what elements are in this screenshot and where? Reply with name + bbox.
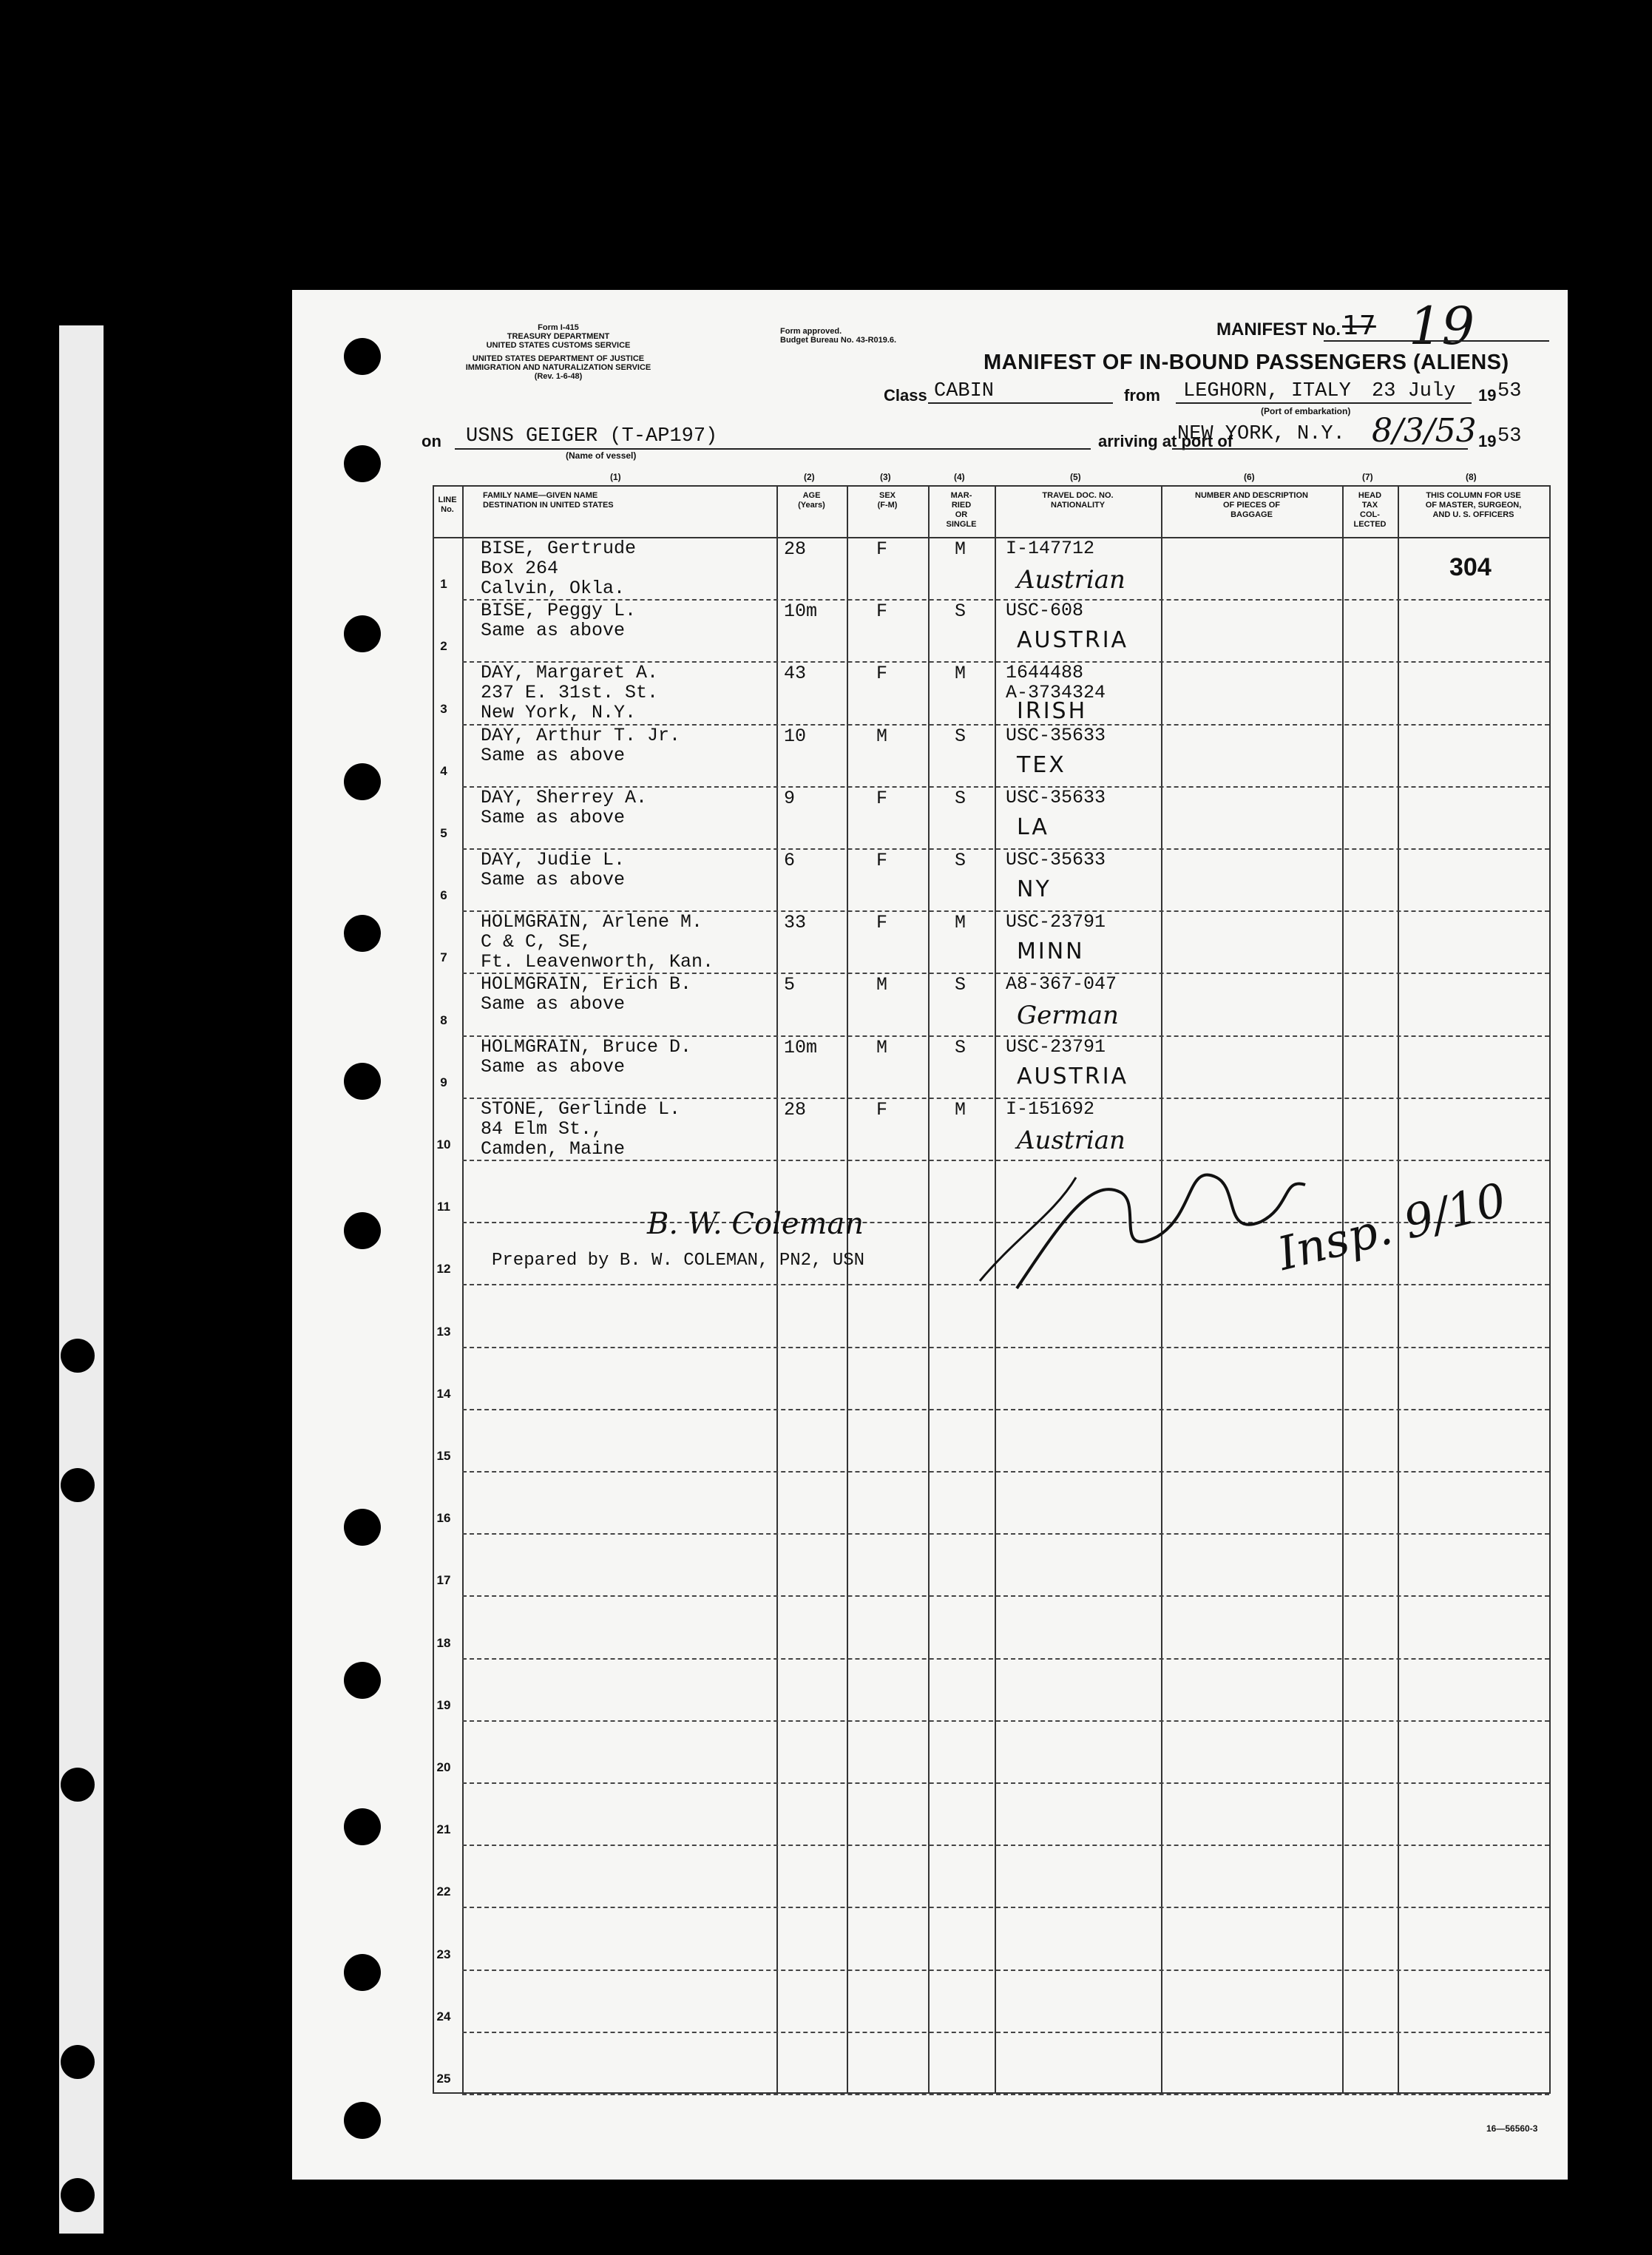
column-number: (4) [954, 472, 965, 482]
revision-label: (Rev. 1-6-48) [534, 372, 583, 381]
marital-status: M [955, 1098, 967, 1120]
column-header: NUMBER AND DESCRIPTION OF PIECES OF BAGGAGE [1195, 491, 1308, 519]
marital-status: M [955, 538, 967, 560]
line-number: 17 [436, 1573, 451, 1588]
row-rule [462, 2032, 1549, 2033]
passenger-name-destination: BISE, Peggy L. Same as above [481, 600, 637, 642]
from-port: LEGHORN, ITALY [1183, 380, 1351, 402]
officer-number: 304 [1449, 553, 1492, 581]
prepared-by-note: Prepared by B. W. COLEMAN, PN2, USN [492, 1251, 865, 1271]
line-number: 15 [436, 1449, 451, 1463]
passenger-sex: F [876, 601, 888, 623]
line-number: 13 [436, 1324, 451, 1339]
passenger-age: 9 [784, 787, 796, 809]
punch-hole [344, 338, 381, 375]
line-number: 3 [440, 701, 447, 716]
passenger-name-destination: HOLMGRAIN, Bruce D. Same as above [481, 1035, 692, 1078]
travel-document-number: USC-35633 [1006, 724, 1106, 746]
punch-hole [344, 445, 381, 482]
line-number: 19 [436, 1697, 451, 1712]
arrival-line [1172, 448, 1468, 450]
port-embarkation-caption: (Port of embarkation) [1261, 406, 1351, 416]
justice-label: UNITED STATES DEPARTMENT OF JUSTICE [472, 354, 645, 363]
column-header: HEAD TAX COL- LECTED [1353, 491, 1387, 529]
punch-hole [344, 2102, 381, 2139]
passenger-name-destination: HOLMGRAIN, Arlene M. C & C, SE, Ft. Leavenworth, Kan. [481, 911, 714, 973]
line-number: 23 [436, 1947, 451, 1961]
customs-label: UNITED STATES CUSTOMS SERVICE [486, 341, 631, 350]
row-rule [462, 1782, 1549, 1784]
year-prefix: 19 [1478, 386, 1497, 405]
manifest-number: 19 [1409, 296, 1475, 356]
marital-status: M [955, 912, 967, 934]
passenger-sex: M [876, 1036, 888, 1058]
manifest-number-label: MANIFEST No. [1216, 320, 1341, 339]
passenger-sex: F [876, 912, 888, 934]
travel-document-number: USC-35633 [1006, 849, 1106, 870]
travel-document-number: USC-23791 [1006, 1035, 1106, 1058]
column-number: (3) [880, 472, 891, 482]
punch-hole [344, 1954, 381, 1991]
passenger-age: 28 [784, 538, 807, 560]
line-number: 20 [436, 1760, 451, 1774]
line-number: 16 [436, 1511, 451, 1526]
passenger-sex: F [876, 787, 888, 809]
marital-status: S [955, 974, 967, 996]
punch-hole [344, 615, 381, 652]
line-number: 12 [436, 1262, 451, 1277]
inspector-scrawl [972, 1133, 1357, 1303]
preparer-signature: B. W. Coleman [647, 1207, 864, 1241]
from-line [1176, 402, 1472, 404]
line-number: 18 [436, 1635, 451, 1650]
passenger-age: 10 [784, 725, 807, 747]
nationality: German [1017, 1001, 1119, 1031]
line-number: 6 [440, 888, 447, 903]
line-number: 8 [440, 1012, 447, 1027]
travel-document-number: A8-367-047 [1006, 973, 1117, 995]
line-number: 24 [436, 2009, 451, 2024]
table-column-rule [847, 485, 848, 2094]
passenger-name-destination: HOLMGRAIN, Erich B. Same as above [481, 973, 692, 1015]
agency-header [418, 323, 699, 381]
line-number: 1 [440, 577, 447, 592]
approved-label: Form approved. [780, 327, 842, 336]
passenger-age: 10m [784, 601, 818, 623]
passenger-sex: F [876, 1098, 888, 1120]
row-rule [462, 1595, 1549, 1597]
punch-hole [344, 1808, 381, 1845]
passenger-name-destination: STONE, Gerlinde L. 84 Elm St., Camden, Maine [481, 1098, 681, 1160]
vessel-name: USNS GEIGER (T-AP197) [466, 425, 718, 447]
table-column-rule [1398, 485, 1399, 2094]
line-number: 4 [440, 763, 447, 778]
row-rule [462, 2094, 1549, 2095]
class-label: Class [884, 386, 927, 405]
line-number: 10 [436, 1137, 451, 1152]
travel-document-number: I-151692 [1006, 1098, 1095, 1120]
row-rule [462, 1658, 1549, 1660]
column-number: (6) [1244, 472, 1255, 482]
punch-hole [344, 1509, 381, 1546]
travel-document-number: USC-608 [1006, 600, 1084, 622]
column-header: AGE (Years) [798, 491, 825, 510]
passenger-age: 28 [784, 1098, 807, 1120]
line-number: 9 [440, 1075, 447, 1089]
departure-year: 53 [1497, 380, 1522, 402]
row-rule [462, 1907, 1549, 1908]
row-rule [462, 1845, 1549, 1846]
travel-document-number: USC-23791 [1006, 911, 1106, 933]
nationality: AUSTRIA [1017, 1063, 1129, 1089]
passenger-sex: F [876, 538, 888, 560]
form-number: Form I-415 [538, 323, 579, 332]
class-line [928, 402, 1113, 404]
arrival-port: NEW YORK, N.Y. [1177, 423, 1345, 445]
manifest-number-struck: 17 [1342, 311, 1376, 341]
passenger-sex: F [876, 663, 888, 685]
passenger-sex: M [876, 725, 888, 747]
table-column-rule [928, 485, 930, 2094]
table-column-rule [776, 485, 778, 2094]
marital-status: M [955, 663, 967, 685]
nationality: Austrian [1017, 1125, 1125, 1155]
passenger-age: 43 [784, 663, 807, 685]
passenger-age: 5 [784, 974, 796, 996]
column-number: (5) [1070, 472, 1081, 482]
line-number: 14 [436, 1386, 451, 1401]
column-number: (7) [1362, 472, 1373, 482]
passenger-name-destination: DAY, Judie L. Same as above [481, 849, 626, 890]
nationality: Austrian [1017, 565, 1125, 595]
line-number: 22 [436, 1884, 451, 1899]
nationality: AUSTRIA [1017, 627, 1129, 654]
departure-date: 23 July [1372, 380, 1456, 402]
vessel-line [455, 448, 1091, 450]
column-header: MAR- RIED OR SINGLE [946, 491, 977, 529]
marital-status: S [955, 601, 967, 623]
manifest-number-line [1324, 340, 1549, 342]
column-number: (2) [804, 472, 815, 482]
line-number: 25 [436, 2072, 451, 2086]
punch-hole [61, 1768, 95, 1802]
column-header: THIS COLUMN FOR USE OF MASTER, SURGEON, AND U. S. OFFICERS [1425, 491, 1522, 519]
nationality: TEX [1017, 751, 1066, 778]
punch-hole [344, 1662, 381, 1699]
line-number: 2 [440, 639, 447, 654]
marital-status: S [955, 850, 967, 871]
approval-note [780, 327, 896, 345]
line-number-header: LINE No. [438, 496, 457, 514]
travel-document-number: 1644488 A-3734324 [1006, 662, 1106, 704]
arriving-label: arriving at port of [1098, 432, 1233, 450]
year-prefix-2: 19 [1478, 432, 1497, 450]
passenger-age: 33 [784, 912, 807, 934]
passenger-name-destination: DAY, Arthur T. Jr. Same as above [481, 724, 681, 766]
on-label: on [422, 432, 441, 450]
budget-label: Budget Bureau No. 43-R019.6. [780, 336, 897, 345]
passenger-name-destination: BISE, Gertrude Box 264 Calvin, Okla. [481, 538, 637, 599]
inspector-notation: Insp. 9/10 [1272, 1172, 1511, 1281]
row-rule [462, 1533, 1549, 1535]
marital-status: S [955, 725, 967, 747]
nationality: NY [1017, 876, 1052, 902]
passenger-age: 6 [784, 850, 796, 871]
table-column-rule [1549, 485, 1551, 2094]
column-number: (1) [610, 472, 621, 482]
passenger-sex: M [876, 974, 888, 996]
treasury-label: TREASURY DEPARTMENT [507, 332, 610, 341]
punch-hole [344, 763, 381, 800]
row-rule [462, 1720, 1549, 1722]
column-header: TRAVEL DOC. NO. NATIONALITY [1042, 491, 1114, 510]
table-header-rule [433, 485, 1549, 487]
passenger-name-destination: DAY, Sherrey A. Same as above [481, 786, 648, 828]
nationality: IRISH [1017, 698, 1088, 725]
ins-label: IMMIGRATION AND NATURALIZATION SERVICE [465, 363, 651, 372]
marital-status: S [955, 787, 967, 809]
punch-hole [61, 1468, 95, 1502]
row-rule [462, 1471, 1549, 1473]
punch-hole [344, 1063, 381, 1100]
travel-document-number: USC-35633 [1006, 786, 1106, 808]
punch-hole [61, 2045, 95, 2079]
print-code: 16—56560-3 [1486, 2123, 1538, 2134]
table-column-rule [433, 485, 434, 2094]
line-number: 11 [437, 1200, 450, 1214]
line-number: 7 [440, 950, 447, 965]
arrival-year: 53 [1497, 425, 1522, 447]
travel-document-number: I-147712 [1006, 538, 1095, 559]
punch-hole [61, 1339, 95, 1373]
column-number: (8) [1466, 472, 1477, 482]
vessel-caption: (Name of vessel) [566, 450, 637, 461]
row-rule [462, 1409, 1549, 1410]
form-title: MANIFEST OF IN-BOUND PASSENGERS (ALIENS) [984, 351, 1509, 374]
arrival-date-handwritten: 8/3/53 [1372, 412, 1477, 450]
marital-status: S [955, 1036, 967, 1058]
column-header: FAMILY NAME—GIVEN NAME DESTINATION IN UNITED STATES [483, 491, 614, 510]
punch-hole [344, 1212, 381, 1249]
class-value: CABIN [934, 380, 995, 402]
table-column-rule [462, 485, 464, 2094]
passenger-sex: F [876, 850, 888, 871]
manifest-page [292, 290, 1568, 2180]
from-label: from [1124, 386, 1160, 405]
line-number: 21 [436, 1822, 451, 1837]
column-header: SEX (F-M) [877, 491, 898, 510]
passenger-name-destination: DAY, Margaret A. 237 E. 31st. St. New York, N.Y. [481, 662, 659, 724]
passenger-age: 10m [784, 1036, 818, 1058]
row-rule [462, 1970, 1549, 1971]
row-rule [462, 1347, 1549, 1348]
nationality: MINN [1017, 939, 1085, 965]
line-number: 5 [440, 826, 447, 840]
punch-hole [344, 915, 381, 952]
nationality: LA [1017, 814, 1049, 840]
punch-hole [61, 2178, 95, 2212]
adjacent-page-strip [59, 325, 104, 2234]
